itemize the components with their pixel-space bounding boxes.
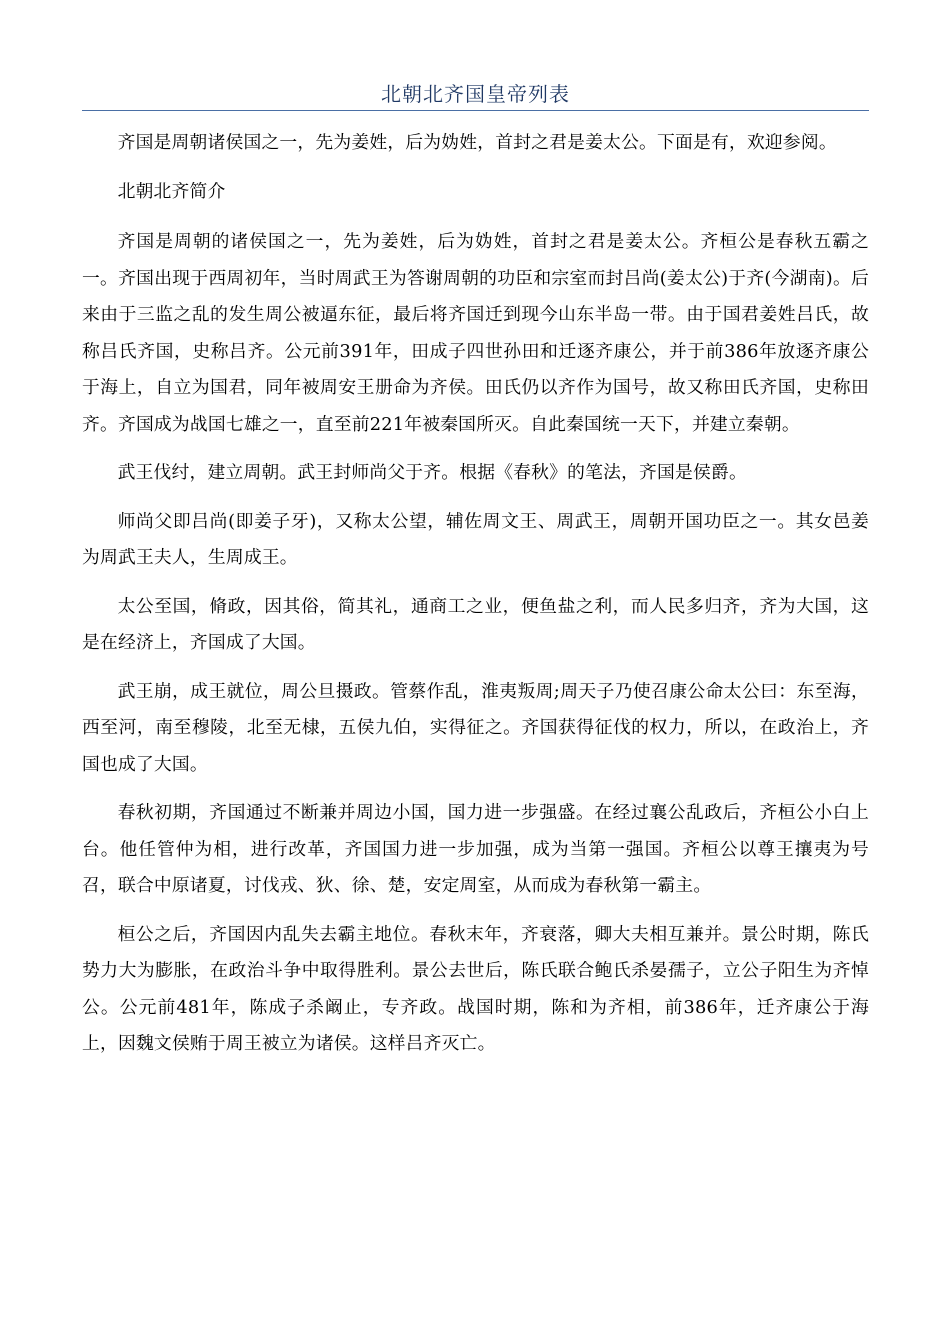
body-paragraph: 太公至国，脩政，因其俗，简其礼，通商工之业，便鱼盐之利，而人民多归齐，齐为大国，这是在经济上，齐国成了大国。 xyxy=(82,595,869,653)
body-paragraph: 师尚父即吕尚(即姜子牙)，又称太公望，辅佐周文王、周武王，周朝开国功臣之一。其女邑姜为周武王夫人，生周成王。 xyxy=(82,510,869,568)
body-paragraph: 齐国是周朝的诸侯国之一，先为姜姓，后为妫姓，首封之君是姜太公。齐桓公是春秋五霸之一。齐国出现于西周初年，当时周武王为答谢周朝的功臣和宗室而封吕尚(姜太公)于齐(今湖南)。后来由于三监之乱的发生周公被逼东征，最后将齐国迁到现今山东半岛一带。由于国君姜姓吕氏，故称吕氏齐国，史称吕齐。公元前391年，田成子四世孙田和迁逐齐康公，并于前386年放逐齐康公于海上，自立为国君，同年被周安王册命为齐侯。田氏仍以齐作为国号，故又称田氏齐国，史称田齐。齐国成为战国七雄之一，直至前221年被秦国所灭。自此秦国统一天下，并建立秦朝。 xyxy=(82,231,869,435)
body-paragraph: 春秋初期，齐国通过不断兼并周边小国，国力进一步强盛。在经过襄公乱政后，齐桓公小白上台。他任管仲为相，进行改革，齐国国力进一步加强，成为当第一强国。齐桓公以尊王攘夷为号召，联合中原诸夏，讨伐戎、狄、徐、楚，安定周室，从而成为春秋第一霸主。 xyxy=(82,802,869,896)
body-paragraph: 武王崩，成王就位，周公旦摄政。管蔡作乱，淮夷叛周;周天子乃使召康公命太公曰：东至海，西至河，南至穆陵，北至无棣，五侯九伯，实得征之。齐国获得征伐的权力，所以，在政治上，齐国也成了大国。 xyxy=(82,680,869,775)
body-paragraph: 武王伐纣，建立周朝。武王封师尚父于齐。根据《春秋》的笔法，齐国是侯爵。 xyxy=(117,462,747,483)
title-underline xyxy=(82,110,869,111)
section-heading: 北朝北齐简介 xyxy=(117,180,226,202)
intro-paragraph: 齐国是周朝诸侯国之一，先为姜姓，后为妫姓，首封之君是姜太公。下面是有，欢迎参阅。 xyxy=(117,132,837,153)
document-page xyxy=(82,76,869,1075)
document-title: 北朝北齐国皇帝列表 xyxy=(381,82,570,106)
body-paragraph: 桓公之后，齐国因内乱失去霸主地位。春秋末年，齐衰落，卿大夫相互兼并。景公时期，陈氏势力大为膨胀，在政治斗争中取得胜利。景公去世后，陈氏联合鲍氏杀晏孺子，立公子阳生为齐悼公。公元前481年，陈成子杀阚止，专齐政。战国时期，陈和为齐相，前386年，迁齐康公于海上，因魏文侯贿于周王被立为诸侯。这样吕齐灭亡。 xyxy=(82,923,869,1054)
